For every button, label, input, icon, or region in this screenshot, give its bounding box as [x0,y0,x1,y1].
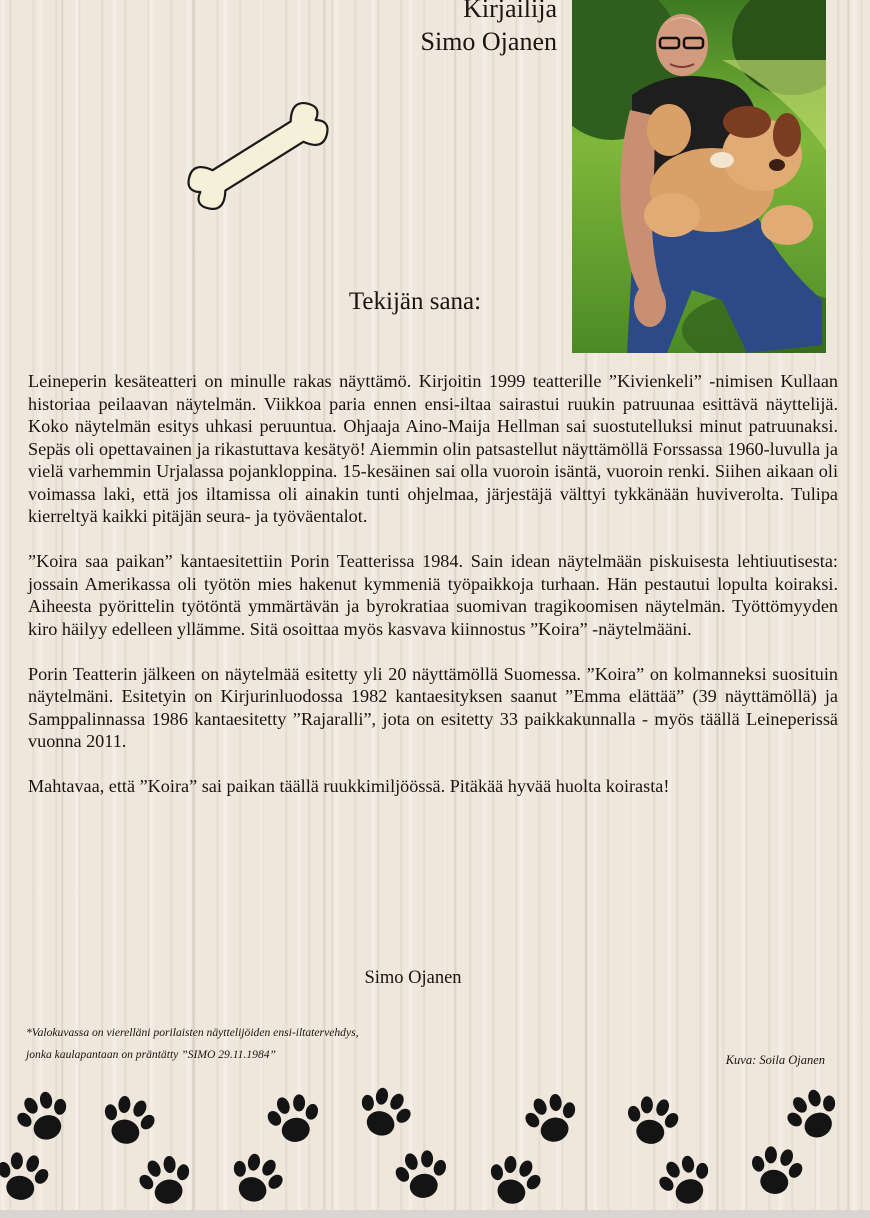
paw-print-icon [513,1081,591,1159]
scan-edge [0,1210,870,1218]
article-body [28,370,838,798]
paw-print-icon [0,1141,59,1215]
author-label: Kirjailija [463,0,557,23]
paw-print-icon [615,1085,689,1159]
paragraph-3: Porin Teatterin jälkeen on näytelmää esitetty yli 20 näyttämöllä Suomessa. ”Koira” on kolmanneksi suosituin näytelmäni. Esitetyin on Kirjurinluodossa 1982 kantaesityksen saanut ”Emma elättää” (39 näyttämöllä) ja Samppalinnassa 1986 kantaesitetty ”Rajaralli”, jota on esitetty 33 paikkakunnalla - myös täällä Leineperissä vuonna 2011. [28,663,838,751]
footnote-line-1: *Valokuvassa on vierelläni porilaisten näyttelijöiden ensi-iltatervehdys, [26,1026,359,1039]
paw-print-icon [257,1083,331,1157]
paragraph-4: Mahtavaa, että ”Koira” sai paikan täällä ruukkimiljöössä. Pitäkää hyvää huolta koirasta! [28,776,670,796]
paw-print-icon [385,1139,459,1213]
paw-print-icon [343,1073,425,1155]
photo-footnote [26,1022,646,1066]
section-title: Tekijän sana: [348,288,482,315]
author-name: Simo Ojanen [420,27,557,56]
author-heading [400,0,557,58]
footnote-line-2: jonka kaulapantaan on präntätty ”SIMO 29.11.1984” [26,1048,277,1061]
paragraph-2: ”Koira saa paikan” kantaesitettiin Porin Teatterissa 1984. Sain idean näytelmään piskuisesta lehtiuutisesta: jossain Amerikassa oli työtön mies hakenut kymmeniä työpaikkoja turhaan. Hän pestautui lopulta koiraksi. Aiheesta pyörittelin työtöntä ymmärtävän ja byrokratiaa suomivan tragikoomisen näytelmän. Työttömyyden kiro häilyy edelleen yllämme. Sitä osoittaa myös kasvava kiinnostus ”Koira” -näytelmääni. [28,551,838,639]
author-photo [572,0,826,353]
paragraph-1: Leineperin kesäteatteri on minulle rakas näyttämö. Kirjoitin 1999 teatterille ”Kivienkeli” -nimisen Kullaan historiaa peilaavan näytelmän. Viikkoa paria ennen ensi-iltaa sairastui ruukin patruunaa esittävä näyttelijä. Koko näytelmän esitys uhkasi peruuntua. Ohjaaja Aino-Maija Hellman sai suostutelluksi minut patruunaksi. Sepäs oli opettavainen ja rikastuttava kesätyö! Aiemmin olin patsastellut näyttämöllä Forssassa 1960-luvulla ja vielä varhemmin Urjalassa pojankloppina. 15-kesäinen sai olla vuoroin isäntä, vuoroin renki. Siihen aikaan oli voimassa laki, että jos iltamissa oli ainakin tunti ohjelmaa, järjestäjä välttyi tykkänään huviverolta. Tulipa kierreltyä kaikki pitäjän seura- ja työväentalot. [28,371,838,526]
photo-credit: Kuva: Soila Ojanen [725,1053,825,1067]
signature: Simo Ojanen [364,968,462,988]
bone-icon [178,96,338,216]
paw-print-icon [739,1135,813,1209]
paw-print-icon [89,1083,167,1161]
